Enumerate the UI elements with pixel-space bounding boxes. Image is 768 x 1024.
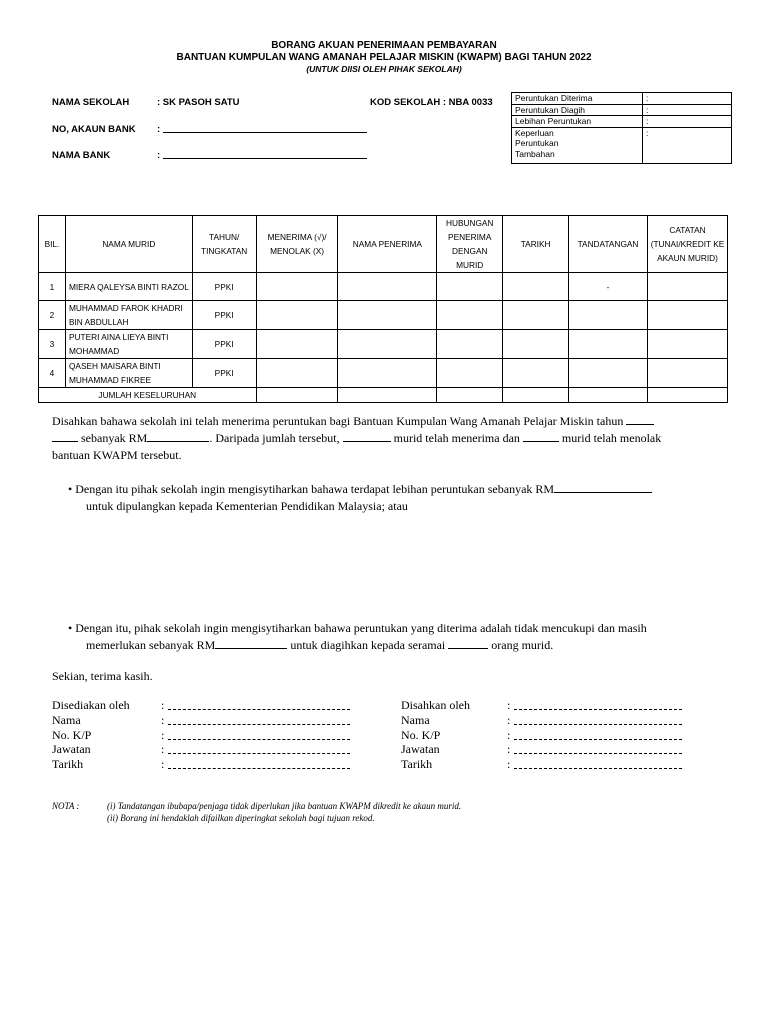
sig-left-label: Disediakan oleh <box>52 698 130 712</box>
bullet-icon: • <box>68 621 73 635</box>
shortfall-text: memerlukan sebanyak RM <box>86 638 216 652</box>
table-row <box>39 273 728 301</box>
row-tarikh-cell[interactable] <box>503 359 569 388</box>
bullet-icon: • <box>68 482 73 496</box>
row-student-name: MIERA QALEYSA BINTI RAZOL <box>65 273 192 301</box>
row-bil: 4 <box>39 359 66 388</box>
nota-line: (i) Tandatangan ibubapa/penjaga tidak diperlukan jika bantuan KWAPM dikredit ke akaun murid. <box>107 801 462 811</box>
sig-left-label: Nama <box>52 713 81 727</box>
allocation-value[interactable]: : <box>643 127 732 163</box>
row-tarikh-cell[interactable] <box>503 330 569 359</box>
sig-colon: : <box>507 742 511 756</box>
accepted-count-blank[interactable] <box>343 431 391 442</box>
row-penerima-cell[interactable] <box>338 301 437 330</box>
total-menerima-cell[interactable] <box>256 388 338 403</box>
col-header-nama-murid: NAMA MURID <box>65 216 192 273</box>
prepared-ic-field[interactable] <box>168 739 350 740</box>
row-hubungan-cell[interactable] <box>437 359 503 388</box>
surplus-text: Dengan itu pihak sekolah ingin mengisytiharkan bahawa terdapat lebihan peruntukan sebanyak RM <box>75 482 555 496</box>
col-header-menerima: MENERIMA (√)/ MENOLAK (X) <box>256 216 338 273</box>
student-count-blank[interactable] <box>448 638 488 649</box>
bank-name-field[interactable] <box>163 158 367 159</box>
row-menerima-cell[interactable] <box>256 273 338 301</box>
table-total-row <box>39 388 728 403</box>
sig-right-label: Nama <box>401 713 430 727</box>
row-hubungan-cell[interactable] <box>437 273 503 301</box>
row-tandatangan-cell[interactable] <box>569 301 648 330</box>
form-subtitle: BANTUAN KUMPULAN WANG AMANAH PELAJAR MISKIN (KWAPM) BAGI TAHUN 2022 <box>176 52 592 63</box>
year-blank-cont[interactable] <box>52 431 78 442</box>
shortfall-text: orang murid. <box>491 638 554 652</box>
approved-ic-field[interactable] <box>514 739 682 740</box>
row-hubungan-cell[interactable] <box>437 301 503 330</box>
allocation-label: Keperluan Peruntukan Tambahan <box>512 127 643 163</box>
total-label: JUMLAH KESELURUHAN <box>39 388 257 403</box>
row-menerima-cell[interactable] <box>256 330 338 359</box>
col-header-nama-penerima: NAMA PENERIMA <box>338 216 437 273</box>
declaration-text: bantuan KWAPM tersebut. <box>52 448 182 462</box>
bank-account-field[interactable] <box>163 132 367 133</box>
sig-colon: : <box>507 757 511 771</box>
row-student-name: QASEH MAISARA BINTI MUHAMMAD FIKREE <box>65 359 192 388</box>
row-penerima-cell[interactable] <box>338 273 437 301</box>
table-row <box>39 330 728 359</box>
row-penerima-cell[interactable] <box>338 330 437 359</box>
col-header-tahun: TAHUN/ TINGKATAN <box>192 216 256 273</box>
nota-line: (ii) Borang ini hendaklah difailkan diperingkat sekolah bagi tujuan rekod. <box>107 813 375 823</box>
approved-name-field[interactable] <box>514 724 682 725</box>
sig-colon: : <box>161 728 165 742</box>
rejected-count-blank[interactable] <box>523 431 559 442</box>
sig-colon: : <box>161 713 165 727</box>
school-name-label: NAMA SEKOLAH <box>52 97 130 108</box>
row-tahun: PPKI <box>192 301 256 330</box>
prepared-position-field[interactable] <box>168 753 350 754</box>
row-bil: 2 <box>39 301 66 330</box>
form-title: BORANG AKUAN PENERIMAAN PEMBAYARAN <box>271 40 497 51</box>
table-row <box>39 301 728 330</box>
row-bil: 3 <box>39 330 66 359</box>
shortfall-amount-blank[interactable] <box>215 638 287 649</box>
sig-left-label: Tarikh <box>52 757 84 771</box>
prepared-by-field[interactable] <box>168 709 350 710</box>
sig-right-label: Jawatan <box>401 742 440 756</box>
row-catatan-cell[interactable] <box>647 301 727 330</box>
row-tarikh-cell[interactable] <box>503 273 569 301</box>
row-hubungan-cell[interactable] <box>437 330 503 359</box>
prepared-name-field[interactable] <box>168 724 350 725</box>
allocation-table <box>511 92 732 164</box>
sig-right-label: No. K/P <box>401 728 441 742</box>
col-header-catatan: CATATAN (TUNAI/KREDIT KE AKAUN MURID) <box>647 216 727 273</box>
allocation-label: Peruntukan Diterima <box>512 93 643 105</box>
col-header-hubungan: HUBUNGAN PENERIMA DENGAN MURID <box>437 216 503 273</box>
row-tandatangan-cell[interactable]: - <box>569 273 648 301</box>
row-student-name: MUHAMMAD FAROK KHADRI BIN ABDULLAH <box>65 301 192 330</box>
total-cell <box>647 388 727 403</box>
allocation-value[interactable]: : <box>643 116 732 128</box>
sig-right-label: Tarikh <box>401 757 433 771</box>
shortfall-declaration <box>68 620 718 654</box>
total-cell <box>437 388 503 403</box>
surplus-amount-blank[interactable] <box>554 482 652 493</box>
total-cell <box>338 388 437 403</box>
total-cell <box>569 388 648 403</box>
allocation-label: Peruntukan Diagih <box>512 104 643 116</box>
prepared-date-field[interactable] <box>168 768 350 769</box>
sig-colon: : <box>161 698 165 712</box>
row-tahun: PPKI <box>192 359 256 388</box>
col-header-tarikh: TARIKH <box>503 216 569 273</box>
bank-name-colon: : <box>157 150 161 161</box>
bank-name-label: NAMA BANK <box>52 150 111 161</box>
bank-account-label: NO, AKAUN BANK <box>52 124 136 135</box>
table-header-row <box>39 216 728 273</box>
row-menerima-cell[interactable] <box>256 301 338 330</box>
sig-left-label: Jawatan <box>52 742 91 756</box>
bank-account-colon: : <box>157 124 161 135</box>
sig-right-label: Disahkan oleh <box>401 698 470 712</box>
declaration-paragraph <box>52 413 732 464</box>
total-cell <box>503 388 569 403</box>
row-tahun: PPKI <box>192 330 256 359</box>
row-bil: 1 <box>39 273 66 301</box>
sig-colon: : <box>161 742 165 756</box>
row-penerima-cell[interactable] <box>338 359 437 388</box>
row-student-name: PUTERI AINA LIEYA BINTI MOHAMMAD <box>65 330 192 359</box>
shortfall-line-2 <box>68 637 718 654</box>
year-blank[interactable] <box>626 414 654 425</box>
row-tandatangan-cell[interactable] <box>569 359 648 388</box>
student-table <box>38 215 728 403</box>
approved-by-field[interactable] <box>514 709 682 710</box>
row-catatan-cell[interactable] <box>647 273 727 301</box>
school-name-value: : SK PASOH SATU <box>157 97 240 108</box>
row-tandatangan-cell[interactable] <box>569 330 648 359</box>
shortfall-text: untuk diagihkan kepada seramai <box>290 638 446 652</box>
allocation-value[interactable]: : <box>643 93 732 105</box>
col-header-bil: BIL. <box>39 216 66 273</box>
surplus-declaration <box>68 481 718 515</box>
declaration-text: murid telah menerima dan <box>393 431 520 445</box>
closing-text: Sekian, terima kasih. <box>52 669 153 683</box>
declaration-text: Disahkan bahawa sekolah ini telah menerima peruntukan bagi Bantuan Kumpulan Wang Amanah Pelajar Miskin tahun <box>52 414 624 428</box>
row-catatan-cell[interactable] <box>647 330 727 359</box>
sig-left-label: No. K/P <box>52 728 92 742</box>
row-tahun: PPKI <box>192 273 256 301</box>
sig-colon: : <box>507 713 511 727</box>
form-instruction: (UNTUK DIISI OLEH PIHAK SEKOLAH) <box>306 64 462 74</box>
col-header-tandatangan: TANDATANGAN <box>569 216 648 273</box>
table-row <box>39 359 728 388</box>
row-catatan-cell[interactable] <box>647 359 727 388</box>
allocation-value[interactable]: : <box>643 104 732 116</box>
school-code: KOD SEKOLAH : NBA 0033 <box>370 97 493 108</box>
surplus-text-cont: untuk dipulangkan kepada Kementerian Pendidikan Malaysia; atau <box>86 499 408 513</box>
row-menerima-cell[interactable] <box>256 359 338 388</box>
approved-date-field[interactable] <box>514 768 682 769</box>
declaration-text: murid telah menolak <box>561 431 662 445</box>
approved-position-field[interactable] <box>514 753 682 754</box>
shortfall-text: Dengan itu, pihak sekolah ingin mengisytiharkan bahawa peruntukan yang diterima adalah tidak mencukupi dan masih <box>75 621 647 635</box>
sig-colon: : <box>161 757 165 771</box>
sig-colon: : <box>507 728 511 742</box>
sig-colon: : <box>507 698 511 712</box>
allocation-label: Lebihan Peruntukan <box>512 116 643 128</box>
amount-received-blank[interactable] <box>147 431 209 442</box>
nota-label: NOTA : <box>52 801 80 811</box>
declaration-text: sebanyak RM <box>81 431 148 445</box>
row-tarikh-cell[interactable] <box>503 301 569 330</box>
declaration-text: . Daripada jumlah tersebut, <box>209 431 340 445</box>
